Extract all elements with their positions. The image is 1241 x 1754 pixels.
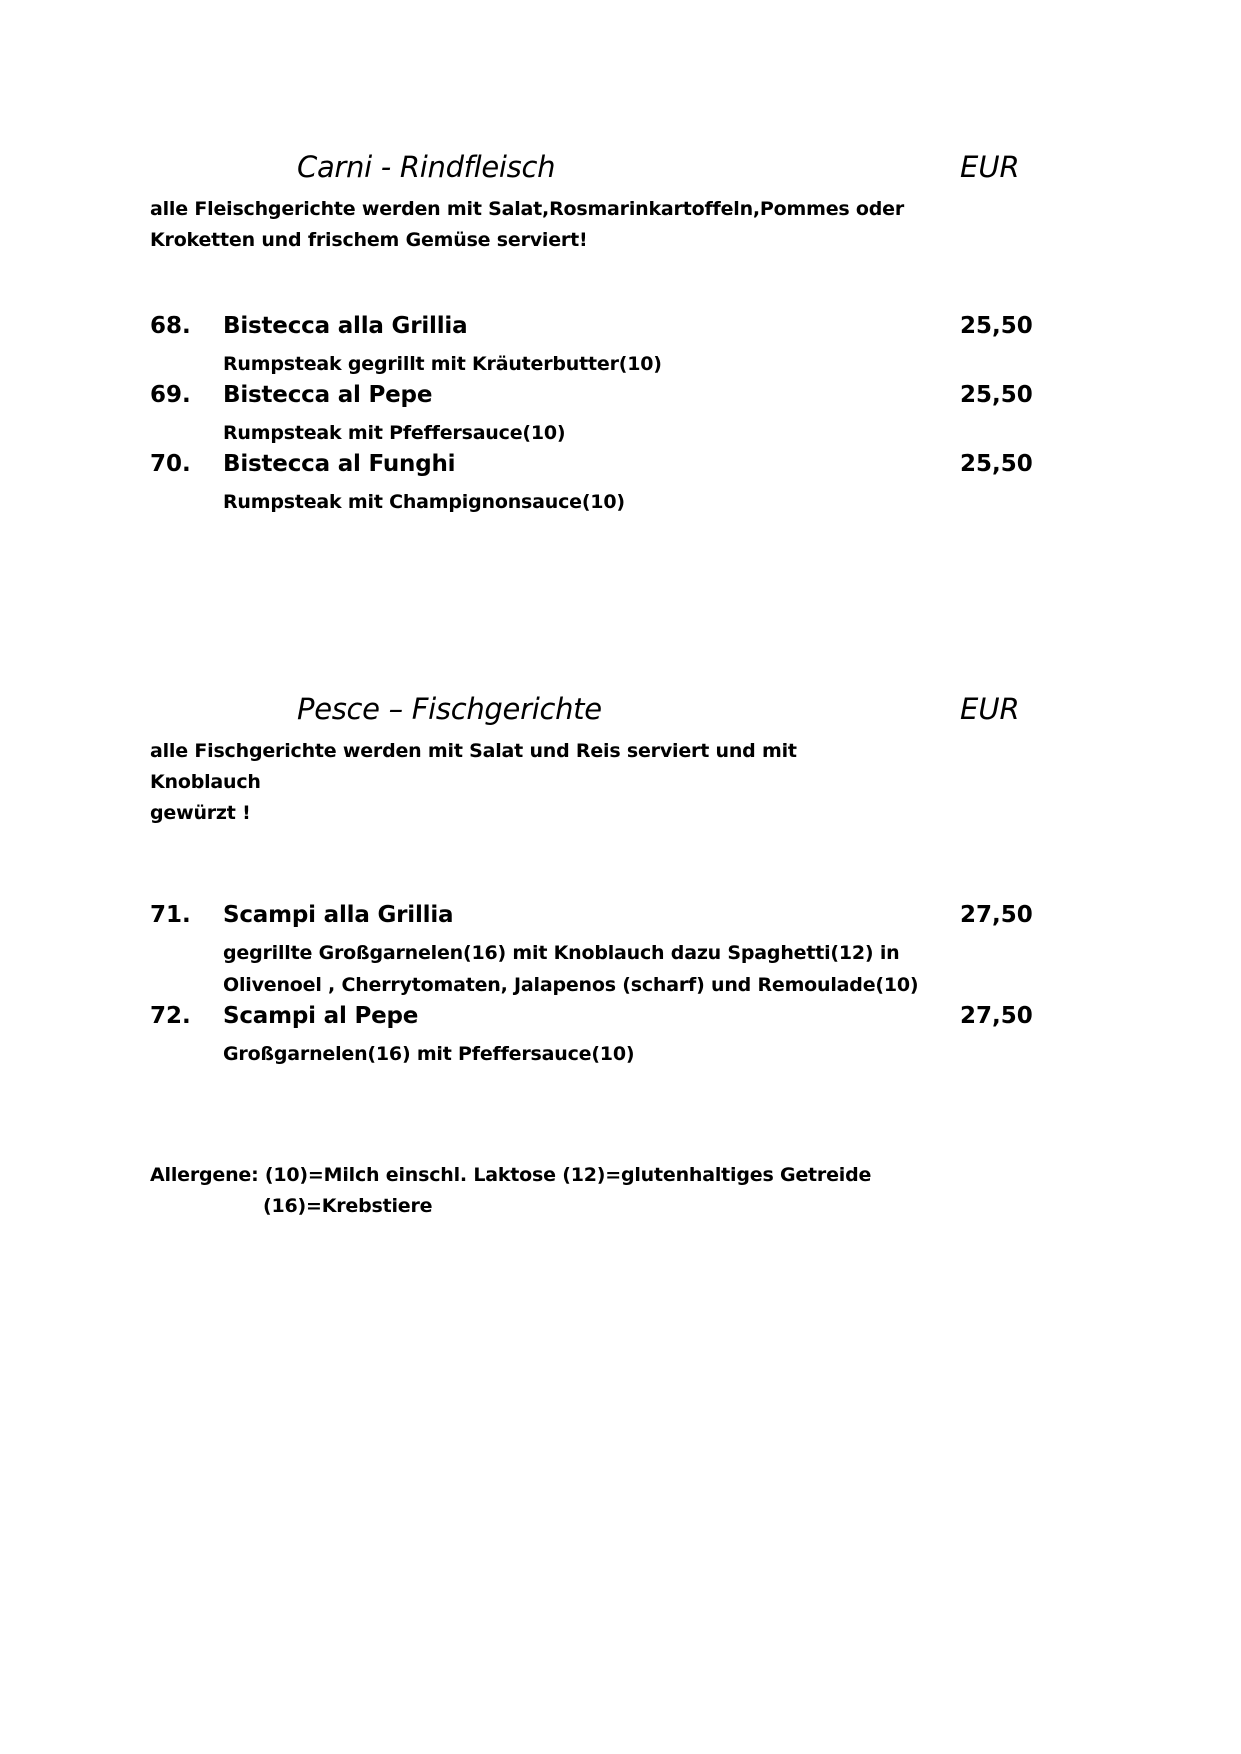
meat-section-title: Carni - Rindfleisch — [297, 150, 556, 184]
meat-intro — [150, 194, 910, 256]
dish-name: Bistecca al Pepe — [223, 382, 433, 408]
dish-number: 72. — [150, 1003, 191, 1029]
dish-item — [150, 1003, 1050, 1072]
fish-currency-label: EUR — [960, 692, 1020, 726]
dish-price: 27,50 — [960, 1003, 1033, 1029]
dish-price: 25,50 — [960, 451, 1033, 477]
dish-number: 68. — [150, 313, 191, 339]
dish-description-line: Olivenoel , Cherrytomaten, Jalapenos (scharf) und Remoulade(10) — [223, 974, 919, 996]
allergens-line: Allergene: (10)=Milch einschl. Laktose (12)=glutenhaltiges Getreide — [150, 1164, 872, 1186]
fish-section-title: Pesce – Fischgerichte — [297, 692, 602, 726]
meat-intro-line: Kroketten und frischem Gemüse serviert! — [150, 229, 588, 251]
fish-section — [150, 692, 1050, 829]
dish-name: Bistecca alla Grillia — [223, 313, 468, 339]
dish-item — [150, 902, 1050, 1003]
dish-item — [150, 451, 1050, 520]
dish-description: Rumpsteak mit Pfeffersauce(10) — [223, 422, 566, 444]
meat-currency-label: EUR — [960, 150, 1020, 184]
dish-number: 70. — [150, 451, 191, 477]
dish-description: Großgarnelen(16) mit Pfeffersauce(10) — [223, 1043, 635, 1065]
fish-intro-line: gewürzt ! — [150, 802, 251, 824]
dish-name: Bistecca al Funghi — [223, 451, 456, 477]
dish-description-line: gegrillte Großgarnelen(16) mit Knoblauch dazu Spaghetti(12) in — [223, 942, 900, 964]
dish-description — [223, 937, 983, 1003]
dish-item — [150, 313, 1050, 382]
dish-number: 71. — [150, 902, 191, 928]
dish-number: 69. — [150, 382, 191, 408]
fish-intro — [150, 736, 910, 829]
dish-price: 27,50 — [960, 902, 1033, 928]
dish-price: 25,50 — [960, 313, 1033, 339]
meat-intro-line: alle Fleischgerichte werden mit Salat,Rosmarinkartoffeln,Pommes oder — [150, 198, 905, 220]
dish-description: Rumpsteak gegrillt mit Kräuterbutter(10) — [223, 353, 662, 375]
allergens-line: (16)=Krebstiere — [263, 1195, 433, 1217]
fish-intro-line: alle Fischgerichte werden mit Salat und Reis serviert und mit Knoblauch — [150, 740, 797, 793]
fish-section-header — [150, 692, 1050, 732]
allergens-legend — [150, 1160, 1050, 1222]
meat-dish-list — [150, 313, 1050, 520]
meat-section-header — [150, 150, 1050, 190]
meat-section — [150, 150, 1050, 256]
dish-description: Rumpsteak mit Champignonsauce(10) — [223, 491, 625, 513]
dish-name: Scampi alla Grillia — [223, 902, 454, 928]
dish-item — [150, 382, 1050, 451]
fish-dish-list — [150, 902, 1050, 1072]
dish-name: Scampi al Pepe — [223, 1003, 419, 1029]
dish-price: 25,50 — [960, 382, 1033, 408]
